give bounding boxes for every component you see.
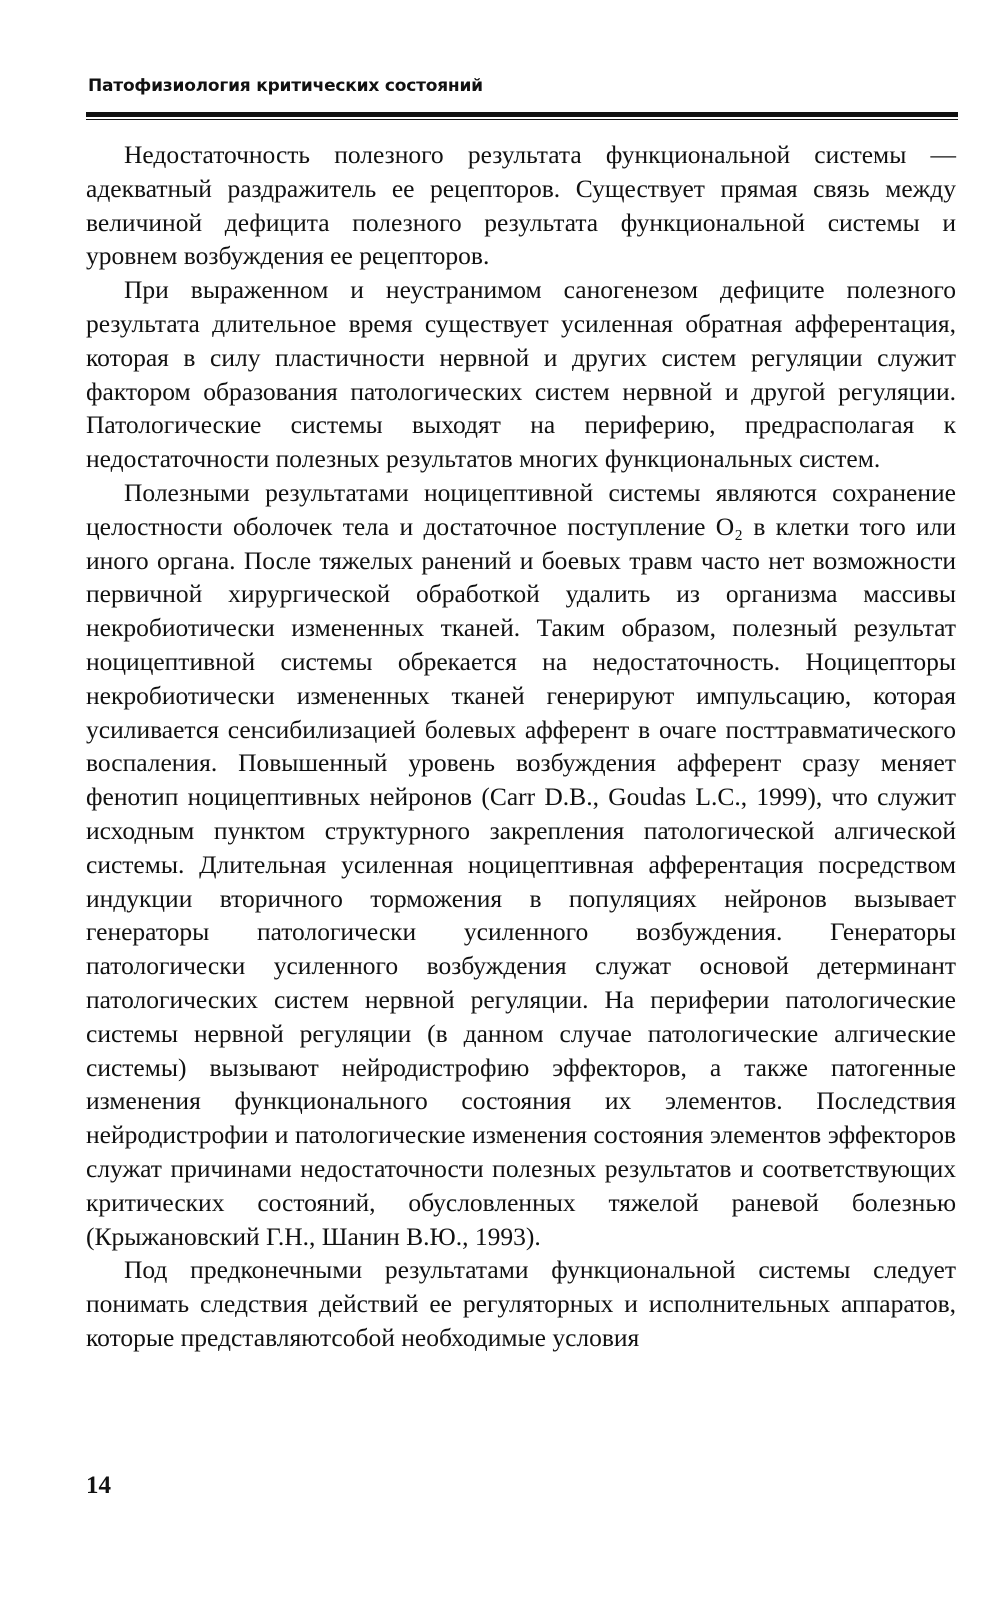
- header-rule-thick: [86, 112, 958, 117]
- page-number: 14: [86, 1472, 111, 1499]
- paragraph: Полезными результатами ноцицептивной системы являются сохранение целостности оболочек тела и достаточное поступление О₂ в клетки того или иного органа. После тяжелых ранений и боевых травм часто нет возможности первичной хирургической обработкой удалить из организма массивы некробиотически измененных тканей. Таким образом, полезный результат ноцицептивной системы обрекается на недостаточность. Ноцицепторы некробиотически измененных тканей генерируют импульсацию, которая усиливается сенсибилизацией болевых афферент в очаге посттравматического воспаления. Повышенный уровень возбуждения афферент сразу меняет фенотип ноцицептивных нейронов (Carr D.B., Goudas L.C., 1999), что служит исходным пунктом структурного закрепления патологической алгической системы. Длительная усиленная ноцицептивная афферентация посредством индукции вторичного торможения в популяциях нейронов вызывает генераторы патологически усиленного возбуждения. Генераторы патологически усиленного возбуждения служат основой детерминант патологических систем нервной регуляции. На периферии патологические системы нервной регуляции (в данном случае патологические алгические системы) вызывают нейродистрофию эффекторов, а также патогенные изменения функционального состояния их элементов. Последствия нейродистрофии и патологические изменения состояния элементов эффекторов служат причинами недостаточности полезных результатов и соответствующих критических состояний, обусловленных тяжелой раневой болезнью (Крыжановский Г.Н., Шанин В.Ю., 1993).: [86, 477, 956, 1251]
- paragraph: Под предконечными результатами функциональной системы следует понимать следствия действий ее регуляторных и исполнительных аппаратов, которые представляютсобой необходимые условия: [86, 1255, 956, 1352]
- paragraph: Недостаточность полезного результата функциональной системы — адекватный раздражитель ее рецепторов. Существует прямая связь между величиной дефицита полезного результата функциональной системы и уровнем возбуждения ее рецепторов.: [86, 140, 956, 271]
- running-title: Патофизиология критических состояний: [88, 76, 483, 96]
- body-text: [86, 138, 956, 1355]
- paragraph: При выраженном и неустранимом саногенезом дефиците полезного результата длительное время существует усиленная обратная афферентация, которая в силу пластичности нервной и других систем регуляции служит фактором образования патологических систем нервной и другой регуляции. Патологические системы выходят на периферию, предрасполагая к недостаточности полезных результатов многих функциональных систем.: [86, 275, 956, 474]
- header-rule-thin: [86, 119, 958, 120]
